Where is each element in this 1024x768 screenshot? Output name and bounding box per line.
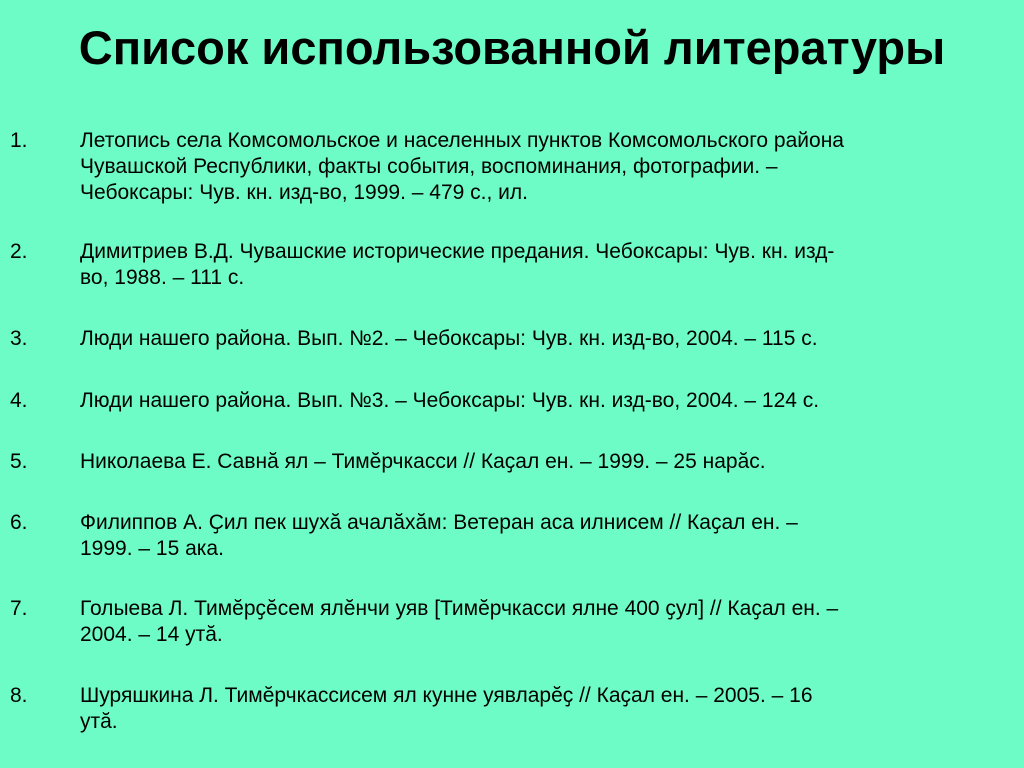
reference-line: 1999. – 15 ака. (80, 537, 224, 560)
reference-number: 6. (10, 511, 28, 534)
reference-text (80, 683, 1015, 735)
reference-text (80, 128, 1015, 206)
reference-text (80, 239, 1015, 291)
reference-line: Чебоксары: Чув. кн. изд-во, 1999. – 479 с., ил. (80, 181, 528, 204)
reference-number: 8. (10, 684, 28, 707)
reference-number: 3. (10, 327, 28, 350)
reference-text (80, 510, 1015, 562)
reference-line: 2004. – 14 утӑ. (80, 623, 223, 646)
reference-number: 7. (10, 597, 28, 620)
reference-text (80, 596, 1015, 648)
reference-line: во, 1988. – 111 с. (80, 266, 245, 289)
slide-title: Список использованной литературы (78, 21, 946, 74)
reference-line: утӑ. (80, 710, 118, 733)
reference-number: 1. (10, 129, 28, 152)
reference-text (80, 449, 1015, 475)
reference-text (80, 326, 1015, 352)
reference-line: Филиппов А. Ҫил пек шухӑ ачалӑхӑм: Ветеран аса илнисем // Каҫал ен. – (80, 511, 798, 534)
reference-number: 2. (10, 240, 28, 263)
reference-line: Чувашской Республики, факты события, воспоминания, фотографии. – (80, 155, 778, 178)
reference-number: 5. (10, 450, 28, 473)
reference-line: Голыева Л. Тимӗрҫӗсем ялӗнчи уяв [Тимӗрчкасси ялне 400 ҫул] // Каҫал ен. – (80, 597, 839, 620)
reference-line: Димитриев В.Д. Чувашские исторические предания. Чебоксары: Чув. кн. изд- (80, 240, 835, 263)
reference-line: Летопись села Комсомольское и населенных пунктов Комсомольского района (80, 129, 844, 152)
reference-text (80, 388, 1015, 414)
reference-line: Николаева Е. Савнӑ ял – Тимӗрчкасси // Каҫал ен. – 1999. – 25 нарӑс. (80, 450, 766, 473)
reference-line: Люди нашего района. Вып. №2. – Чебоксары: Чув. кн. изд-во, 2004. – 115 с. (80, 327, 818, 350)
reference-number: 4. (10, 389, 28, 412)
reference-line: Люди нашего района. Вып. №3. – Чебоксары: Чув. кн. изд-во, 2004. – 124 с. (80, 389, 820, 412)
reference-line: Шуряшкина Л. Тимӗрчкассисем ял кунне уявларӗҫ // Каҫал ен. – 2005. – 16 (80, 684, 813, 707)
